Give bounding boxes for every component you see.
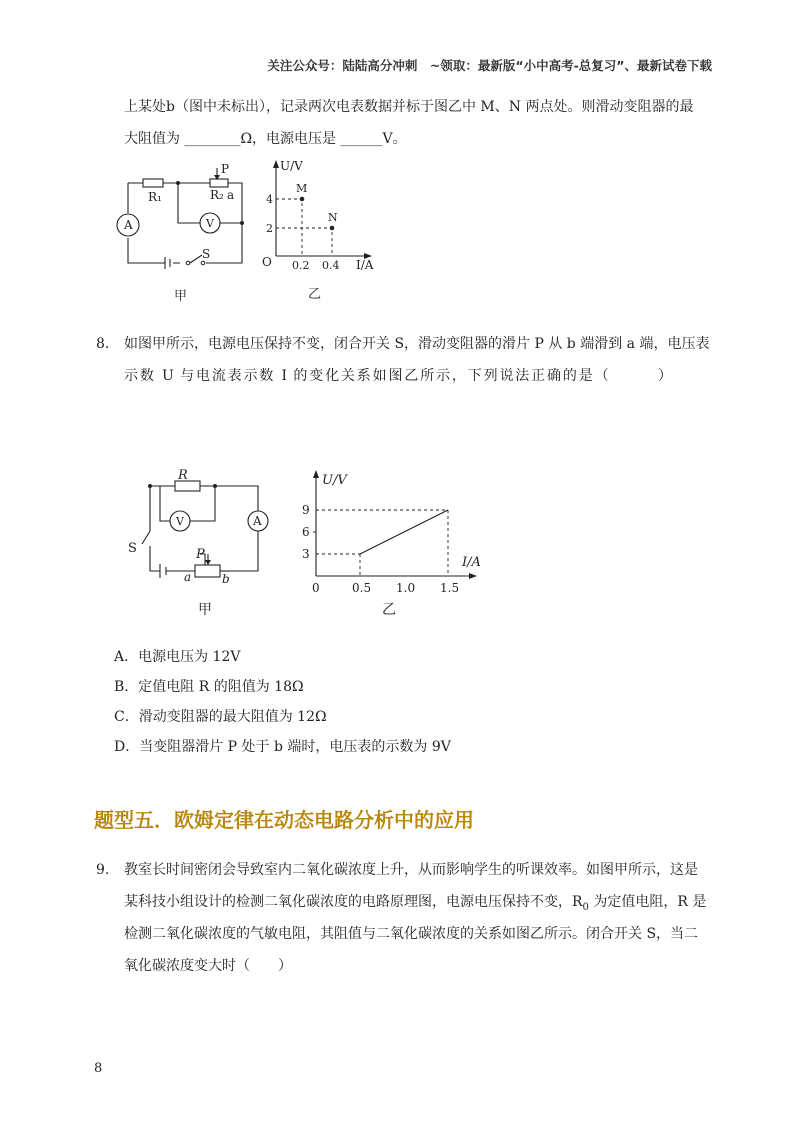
- q9-line2-post: 为定值电阻，R 是: [588, 894, 707, 910]
- q8-graph-xtick-0: 0: [312, 581, 320, 595]
- q8-text-line1: 如图甲所示，电源电压保持不变，闭合开关 S，滑动变阻器的滑片 P 从 b 端滑到 a 端，电压表: [124, 336, 710, 352]
- q8-voltmeter-label: V: [176, 515, 184, 528]
- q7-ammeter-label: A: [124, 218, 133, 232]
- q7-graph-point-n: N: [328, 211, 338, 224]
- q7-graph-xlabel: I/A: [356, 258, 374, 272]
- q9-text-line3: 检测二氧化碳浓度的气敏电阻，其阻值与二氧化碳浓度的关系如图乙所示。闭合开关 S，当二: [124, 926, 699, 942]
- q7-graph-xtick-02: 0.2: [292, 259, 310, 272]
- q7-switch-label: S: [202, 247, 211, 261]
- q7-a-label: a: [227, 188, 235, 202]
- q7-circuit-diagram: [110, 158, 250, 308]
- q9-text-line1: 教室长时间密闭会导致室内二氧化碳浓度上升，从而影响学生的听课效率。如图甲所示，这是: [124, 862, 698, 878]
- page-header: 关注公众号：陆陆高分冲刺 ~领取：最新版“小中高考-总复习”、最新试卷下载: [267, 58, 712, 73]
- q8-graph-ylabel: U/V: [322, 473, 347, 488]
- q8-option-c[interactable]: C．滑动变阻器的最大阻值为 12Ω: [114, 709, 327, 725]
- q8-text-line2: 示数 U 与电流表示数 I 的变化关系如图乙所示，下列说法正确的是（ ）: [124, 368, 672, 384]
- q7-graph-ytick-2: 2: [266, 222, 273, 235]
- q8-graph-ytick-6: 6: [302, 525, 310, 539]
- q9-line2-pre: 某科技小组设计的检测二氧化碳浓度的电路原理图，电源电压保持不变，R: [124, 894, 583, 910]
- q7-caption-yi: 乙: [308, 287, 322, 302]
- q8-graph-line: [360, 510, 448, 554]
- page-number: 8: [94, 1061, 103, 1076]
- q8-caption-jia: 甲: [198, 602, 212, 618]
- q8-a-label: a: [184, 570, 192, 584]
- q7-r1-label: R₁: [148, 190, 162, 204]
- q8-b-label: b: [222, 572, 230, 586]
- q7-r2-label: R₂: [210, 188, 224, 202]
- q7-voltmeter-label: V: [206, 217, 214, 230]
- q8-ammeter-label: A: [253, 514, 262, 528]
- q7-p-label: P: [221, 162, 230, 176]
- q8-graph: [296, 466, 496, 621]
- q7-text-line1: 上某处b（图中未标出），记录两次电表数据并标于图乙中 M、N 两点处。则滑动变阻器的最: [124, 99, 694, 115]
- q9-number: 9.: [96, 862, 110, 878]
- q7-graph-ytick-4: 4: [266, 193, 273, 206]
- q8-option-d[interactable]: D．当变阻器滑片 P 处于 b 端时，电压表的示数为 9V: [114, 739, 451, 755]
- section-title: 题型五．欧姆定律在动态电路分析中的应用: [94, 808, 474, 832]
- q7-graph: [256, 156, 386, 306]
- q8-graph-xtick-05: 0.5: [352, 581, 372, 595]
- q8-number: 8.: [96, 336, 110, 352]
- q7-graph-point-m: M: [296, 182, 308, 195]
- q7-text-line2: 大阻值为 ________Ω，电源电压是 ______V。: [124, 131, 407, 147]
- q7-graph-origin: O: [262, 255, 272, 269]
- q8-circuit-diagram: [120, 466, 280, 621]
- q8-caption-yi: 乙: [382, 602, 396, 618]
- q8-graph-xlabel: I/A: [462, 555, 481, 570]
- q7-caption-jia: 甲: [174, 289, 188, 304]
- q9-text-line4: 氧化碳浓度变大时（ ）: [124, 958, 292, 974]
- q8-graph-ytick-9: 9: [302, 503, 310, 517]
- q8-graph-xtick-15: 1.5: [440, 581, 460, 595]
- q7-graph-xtick-04: 0.4: [322, 259, 340, 272]
- q9-line2-sub: 0: [582, 901, 589, 913]
- q8-option-b[interactable]: B．定值电阻 R 的阻值为 18Ω: [114, 679, 304, 695]
- q8-graph-xtick-10: 1.0: [396, 581, 416, 595]
- q8-r-label: R: [178, 468, 188, 483]
- q7-graph-ylabel: U/V: [280, 159, 303, 173]
- q9-text-line2: [124, 892, 706, 918]
- q8-switch-label: S: [128, 541, 137, 556]
- q8-p-label: P: [196, 547, 205, 562]
- q8-option-a[interactable]: A．电源电压为 12V: [114, 649, 241, 665]
- q8-graph-ytick-3: 3: [302, 547, 310, 561]
